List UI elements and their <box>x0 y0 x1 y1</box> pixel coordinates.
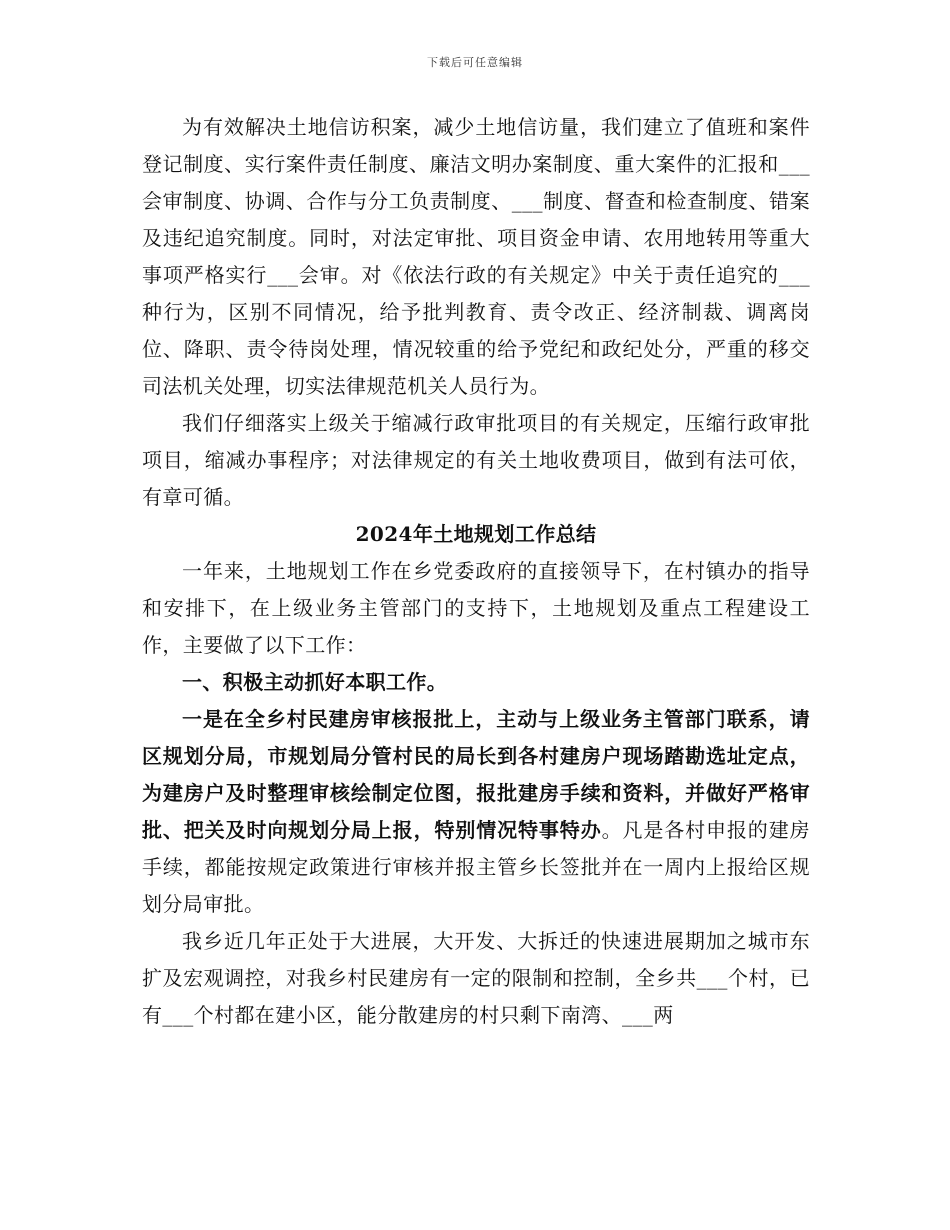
paragraph-petition-system: 为有效解决土地信访积案，减少土地信访量，我们建立了值班和案件登记制度、实行案件责任制度、廉洁文明办案制度、重大案件的汇报和___会审制度、协调、合作与分工负责制度、___制度、督查和检查制度、错案及违纪追究制度。同时，对法定审批、项目资金申请、农用地转用等重大事项严格实行___会审。对《依法行政的有关规定》中关于责任追究的___种行为，区别不同情况，给予批判教育、责令改正、经济制裁、调离岗位、降职、责令待岗处理，情况较重的给予党纪和政纪处分，严重的移交司法机关处理，切实法律规范机关人员行为。 <box>142 115 810 398</box>
page-header: 下载后可任意编辑 <box>427 56 523 69</box>
document-title: 2024年土地规划工作总结 <box>355 522 597 546</box>
paragraph-intro: 一年来，土地规划工作在乡党委政府的直接领导下，在村镇办的指导和安排下，在上级业务主管部门的支持下，土地规划及重点工程建设工作，主要做了以下工作： <box>142 559 810 657</box>
section-heading-1: 一、积极主动抓好本职工作。 <box>182 670 448 694</box>
document-body <box>142 109 810 1034</box>
housing-approval-bold: 一是在全乡村民建房审核报批上，主动与上级业务主管部门联系，请区规划分局，市规划局分管村民的局长到各村建房户现场踏勘选址定点，为建房户及时整理审核绘制定位图，报批建房手续和资料，并做好严格审批、把关及时向规划分局上报，特别情况特事特办 <box>142 707 810 842</box>
housing-approval-rest: 。凡是各村申报的建房手续，都能按规定政策进行审核并报主管乡长签批并在一周内上报给区规划分局审批。 <box>142 818 810 916</box>
paragraph-approval-reduction: 我们仔细落实上级关于缩减行政审批项目的有关规定，压缩行政审批项目，缩减办事程序；对法律规定的有关土地收费项目，做到有法可依，有章可循。 <box>142 411 810 509</box>
paragraph-development-status: 我乡近几年正处于大进展，大开发、大拆迁的快速进展期加之城市东扩及宏观调控，对我乡村民建房有一定的限制和控制，全乡共___个村，已有___个村都在建小区，能分散建房的村只剩下南湾、___两 <box>142 929 810 1027</box>
paragraph-housing-approval <box>142 701 810 923</box>
